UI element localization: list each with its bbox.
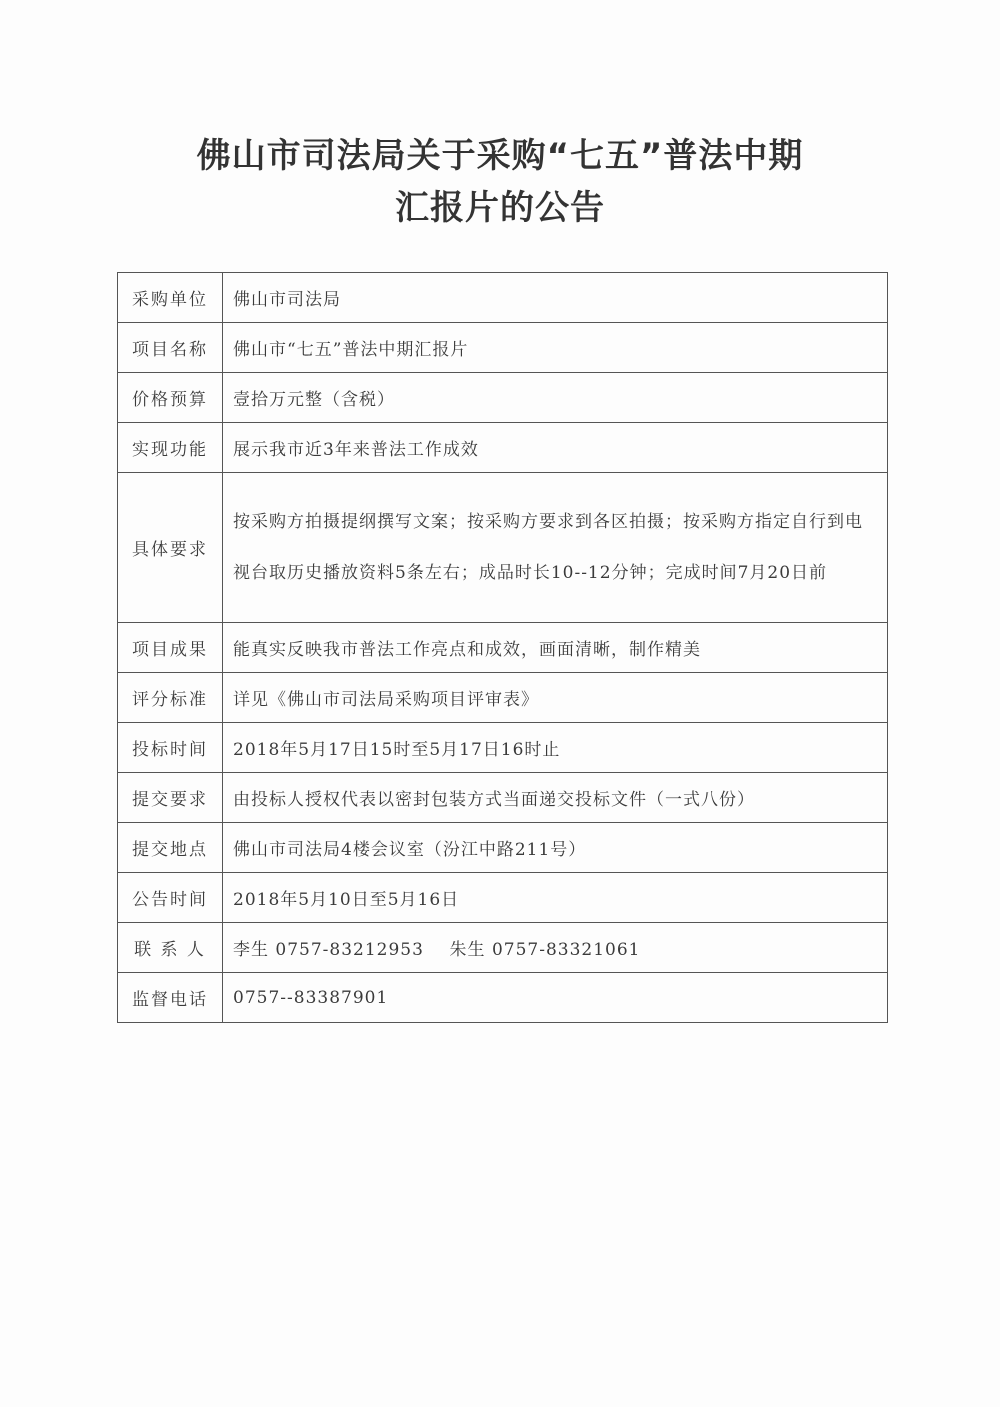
row-label: 项目成果 [118, 623, 223, 673]
row-label: 公告时间 [118, 873, 223, 923]
row-label: 采购单位 [118, 273, 223, 323]
row-value: 展示我市近3年来普法工作成效 [223, 423, 888, 473]
row-value: 佛山市“七五”普法中期汇报片 [223, 323, 888, 373]
table-row-deliverables [118, 623, 888, 673]
table-row-budget [118, 373, 888, 423]
row-label: 评分标准 [118, 673, 223, 723]
table-row-requirements [118, 473, 888, 623]
table-row-bid-time [118, 723, 888, 773]
row-value: 2018年5月17日15时至5月17日16时止 [223, 723, 888, 773]
row-label: 实现功能 [118, 423, 223, 473]
document-title-line-1: 佛山市司法局关于采购“七五”普法中期 [196, 136, 804, 176]
table-row-supervision-phone [118, 973, 888, 1023]
row-label: 价格预算 [118, 373, 223, 423]
table-row-function [118, 423, 888, 473]
row-value: 李生 0757-83212953 朱生 0757-83321061 [223, 923, 888, 973]
document-title-line-2: 汇报片的公告 [395, 188, 605, 228]
row-value: 0757--83387901 [223, 973, 888, 1023]
row-label: 项目名称 [118, 323, 223, 373]
table-row-announcement-period [118, 873, 888, 923]
procurement-info-table [117, 272, 888, 1023]
row-value: 能真实反映我市普法工作亮点和成效，画面清晰，制作精美 [223, 623, 888, 673]
row-label: 具体要求 [118, 473, 223, 623]
table-row-scoring [118, 673, 888, 723]
row-value: 2018年5月10日至5月16日 [223, 873, 888, 923]
table-row-submission-requirements [118, 773, 888, 823]
row-label: 联 系 人 [118, 923, 223, 973]
row-label: 提交地点 [118, 823, 223, 873]
row-label: 投标时间 [118, 723, 223, 773]
row-value: 壹拾万元整（含税） [223, 373, 888, 423]
row-label: 监督电话 [118, 973, 223, 1023]
row-value: 按采购方拍摄提纲撰写文案；按采购方要求到各区拍摄；按采购方指定自行到电视台取历史播放资料5条左右；成品时长10--12分钟；完成时间7月20日前 [223, 473, 888, 623]
table-row-contact [118, 923, 888, 973]
table-row-project-name [118, 323, 888, 373]
row-value: 由投标人授权代表以密封包装方式当面递交投标文件（一式八份） [223, 773, 888, 823]
row-label: 提交要求 [118, 773, 223, 823]
table-row-purchasing-unit [118, 273, 888, 323]
row-value: 详见《佛山市司法局采购项目评审表》 [223, 673, 888, 723]
table-row-submission-location [118, 823, 888, 873]
row-value: 佛山市司法局4楼会议室（汾江中路211号） [223, 823, 888, 873]
row-value: 佛山市司法局 [223, 273, 888, 323]
